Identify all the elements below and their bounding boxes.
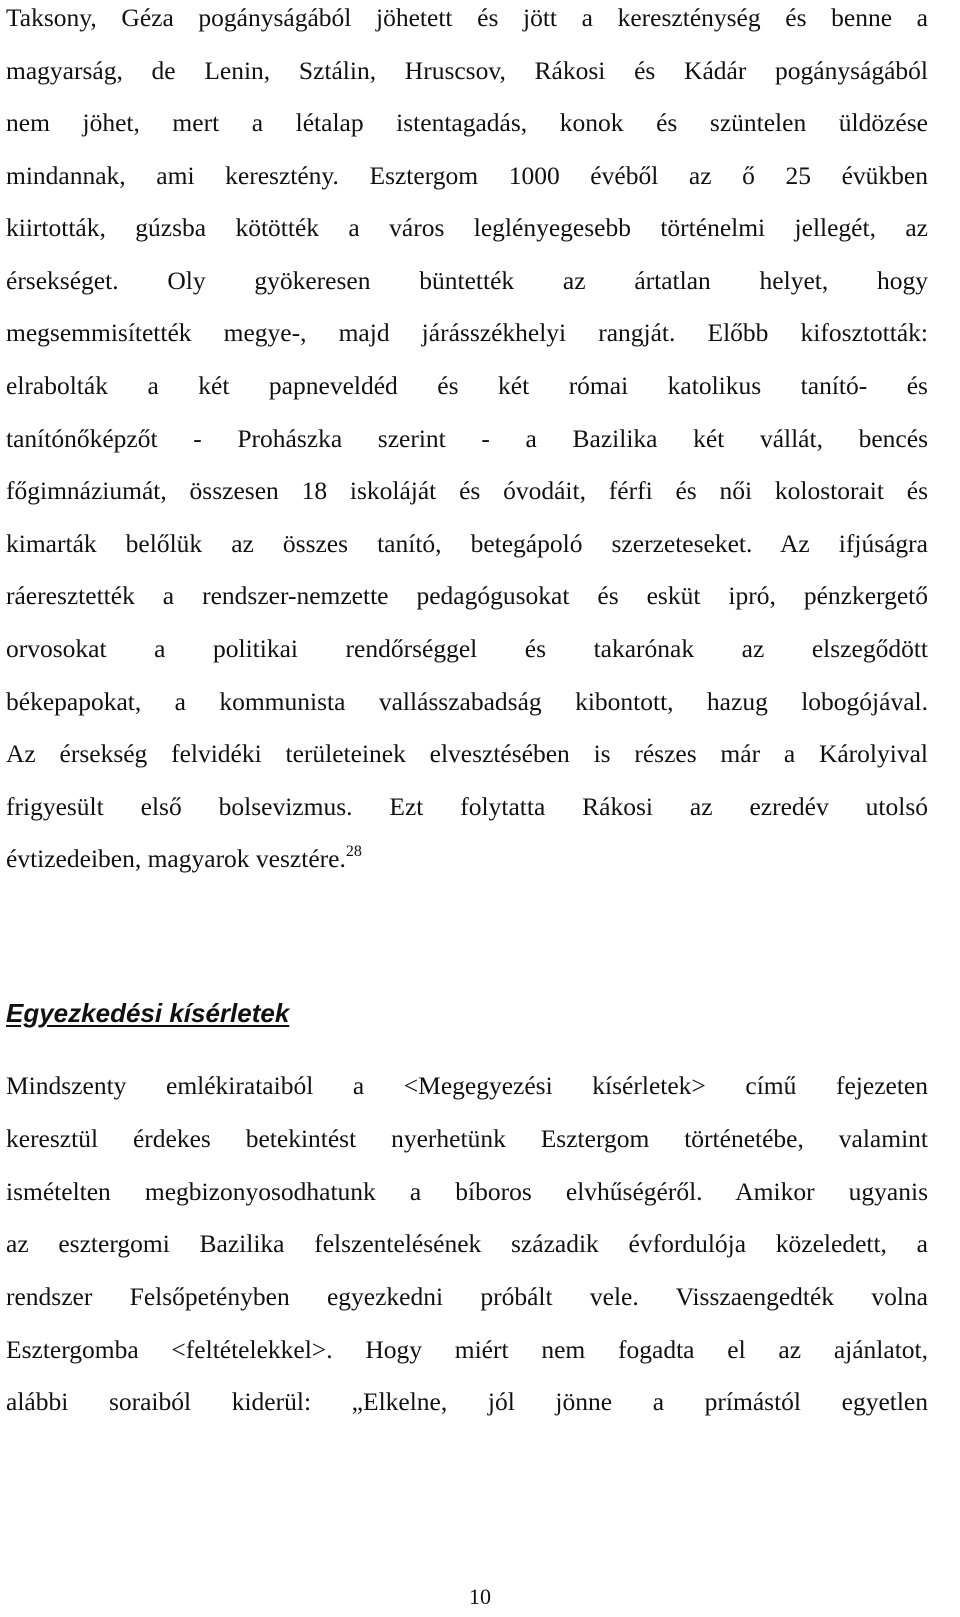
text-line: keresztül érdekes betekintést nyerhetünk Esztergom történetébe, valamint xyxy=(6,1124,928,1153)
text-line: elrabolták a két papneveldéd és két római katolikus tanító- és xyxy=(6,371,928,400)
text-line: mindannak, ami keresztény. Esztergom 1000 évéből az ő 25 évükben xyxy=(6,161,928,190)
text-line: kimarták belőlük az összes tanító, betegápoló szerzeteseket. Az ifjúságra xyxy=(6,529,928,558)
text-line: Az érsekség felvidéki területeinek elvesztésében is részes már a Károlyival xyxy=(6,739,928,768)
text-line: Esztergomba <feltételekkel>. Hogy miért nem fogadta el az ajánlatot, xyxy=(6,1335,928,1364)
text-line: érsekséget. Oly gyökeresen büntették az ártatlan helyet, hogy xyxy=(6,266,928,295)
text-line: megsemmisítették megye-, majd járásszékhelyi rangját. Előbb kifosztották: xyxy=(6,318,928,347)
text-line: Taksony, Géza pogányságából jöhetett és jött a kereszténység és benne a xyxy=(6,3,928,32)
text-line: rendszer Felsőpetényben egyezkedni próbált vele. Visszaengedték volna xyxy=(6,1282,928,1311)
text-line: Mindszenty emlékirataiból a <Megegyezési kísérletek> című fejezeten xyxy=(6,1071,928,1100)
section-heading: Egyezkedési kísérletek xyxy=(6,998,290,1028)
text-line: alábbi soraiból kiderül: „Elkelne, jól jönne a prímástól egyetlen xyxy=(6,1387,928,1416)
text-line: magyarság, de Lenin, Sztálin, Hruscsov, Rákosi és Kádár pogányságából xyxy=(6,56,928,85)
text-line: nem jöhet, mert a létalap istentagadás, konok és szüntelen üldözése xyxy=(6,108,928,137)
text-line-last xyxy=(6,844,928,874)
text-line: ismételten megbizonyosodhatunk a bíboros elvhűségéről. Amikor ugyanis xyxy=(6,1177,928,1206)
text-line: főgimnáziumát, összesen 18 iskoláját és óvodáit, férfi és női kolostorait és xyxy=(6,476,928,505)
footnote-reference[interactable]: 28 xyxy=(345,843,362,860)
text-line-content: évtizedeiben, magyarok vesztére. xyxy=(6,844,346,873)
text-line: tanítónőképzőt - Prohászka szerint - a Bazilika két vállát, bencés xyxy=(6,424,928,453)
text-line: frigyesült első bolsevizmus. Ezt folytatta Rákosi az ezredév utolsó xyxy=(6,792,928,821)
text-line: az esztergomi Bazilika felszentelésének századik évfordulója közeledett, a xyxy=(6,1229,928,1258)
text-line: kiirtották, gúzsba kötötték a város leglényegesebb történelmi jellegét, az xyxy=(6,213,928,242)
text-line: orvosokat a politikai rendőrséggel és takarónak az elszegődött xyxy=(6,634,928,663)
page-number: 10 xyxy=(469,1584,491,1609)
text-line: békepapokat, a kommunista vallásszabadság kibontott, hazug lobogójával. xyxy=(6,687,928,716)
text-line: ráeresztették a rendszer-nemzette pedagógusokat és esküt ipró, pénzkergető xyxy=(6,581,928,610)
